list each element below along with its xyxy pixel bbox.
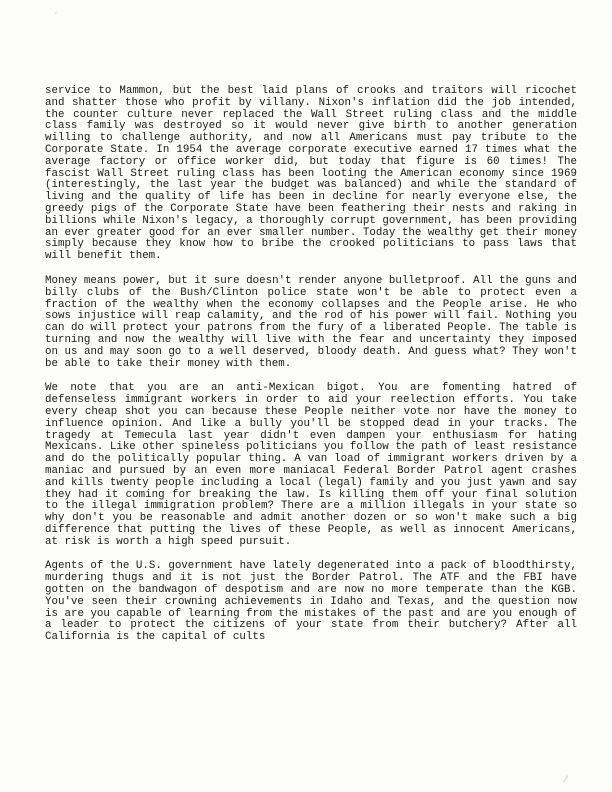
paragraph: Agents of the U.S. government have lately degenerated into a pack of bloodthirsty, murdering thugs and it is not just the Border Patrol. The ATF and the FBI have gotten on the bandwagon of despotism and are now no more temperate than the KGB. You've seen their crowning achievements in Idaho and Texas, and the question now is are you capable of learning from the mistakes of the past and are you enough of a leader to protect the citizens of your state from their butchery? After all California is the capital of cults (45, 560, 577, 644)
scan-artifact-mark: ′ (55, 12, 58, 22)
letter-body (45, 86, 577, 657)
paragraph: We note that you are an anti-Mexican bigot. You are fomenting hatred of defenseless immigrant workers in order to aid your reelection efforts. You take every cheap shot you can because these People neither vote nor have the money to influence opinion. And like a bully you'll be stopped dead in your tracks. The tragedy at Temecula last year didn't even dampen your enthusiasm for hating Mexicans. Like other spineless politicians you follow the path of least resistance and do the politically popular thing. A van load of immigrant workers driven by a maniac and pursued by an even more maniacal Federal Border Patrol agent crashes and kills twenty people including a local (legal) family and you just yawn and say they had it coming for breaking the law. Is killing them off your final solution to the illegal immigration problem? There are a million illegals in your state so why don't you be reasonable and admit another dozen or so won't make such a big difference that putting the lives of these People, as well as innocent Americans, at risk is worth a high speed pursuit. (45, 382, 577, 548)
paragraph: service to Mammon, but the best laid plans of crooks and traitors will ricochet and shatter those who profit by villany. Nixon's inflation did the job intended, the counter culture never replaced the Wall Street ruling class and the middle class family was destroyed so it would never give birth to another generation willing to challenge authority, and now all Americans must pay tribute to the Corporate State. In 1954 the average corporate executive earned 17 times what the average factory or office worker did, but today that figure is 60 times! The fascist Wall Street ruling class has been looting the American economy since 1969 (interestingly, the last year the budget was balanced) and while the standard of living and the quality of life has been in decline for nearly everyone else, the greedy pigs of the Corporate State have been feathering their nests and raking in billions while Nixon's legacy, a thoroughly corrupt government, has been providing an ever greater good for an ever smaller number. Today the wealthy get their money simply because they know how to bribe the crooked politicians to pass laws that will benefit them. (45, 85, 577, 263)
paragraph: Money means power, but it sure doesn't render anyone bulletproof. All the guns and billy clubs of the Bush/Clinton police state won't be able to protect even a fraction of the wealthy when the economy collapses and the People arise. He who sows injustice will reap calamity, and the rod of his power will fail. Nothing you can do will protect your patrons from the fury of a liberated People. The table is turning and now the wealthy will live with the fear and uncertainty they imposed on us and may soon go to a well deserved, bloody death. And guess what? They won't be able to take their money with them. (45, 274, 577, 370)
scan-artifact-mark: ⁄ (565, 775, 567, 785)
